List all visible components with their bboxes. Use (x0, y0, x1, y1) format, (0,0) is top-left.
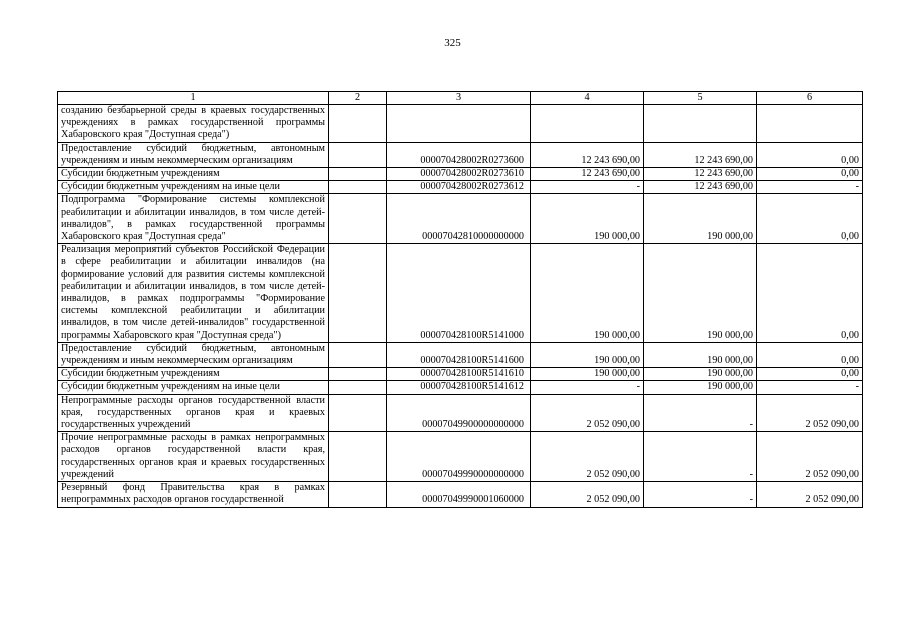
row-name: Субсидии бюджетным учреждениям на иные цели (58, 181, 329, 194)
row-col2 (329, 394, 387, 432)
row-col2 (329, 244, 387, 343)
row-value-5: - (644, 432, 757, 482)
row-col2 (329, 168, 387, 181)
header-col-2: 2 (329, 92, 387, 105)
header-col-1: 1 (58, 92, 329, 105)
row-value-6: 0,00 (757, 342, 863, 367)
row-code (387, 105, 531, 143)
row-value-5: 12 243 690,00 (644, 168, 757, 181)
header-col-4: 4 (531, 92, 644, 105)
row-value-4: 2 052 090,00 (531, 482, 644, 507)
row-code: 000070428100R5141000 (387, 244, 531, 343)
table-row (58, 181, 863, 194)
row-value-5 (644, 105, 757, 143)
row-value-4: - (531, 381, 644, 394)
table-row (58, 194, 863, 244)
row-value-6: 0,00 (757, 168, 863, 181)
table-row (58, 342, 863, 367)
row-code: 000070428100R5141610 (387, 368, 531, 381)
row-value-4: 12 243 690,00 (531, 168, 644, 181)
table-row (58, 432, 863, 482)
row-value-4: 190 000,00 (531, 244, 644, 343)
row-code: 00007049990000000000 (387, 432, 531, 482)
row-col2 (329, 342, 387, 367)
row-name: Субсидии бюджетным учреждениям (58, 368, 329, 381)
row-value-6: 0,00 (757, 368, 863, 381)
header-col-5: 5 (644, 92, 757, 105)
row-code: 00007049990001060000 (387, 482, 531, 507)
row-col2 (329, 482, 387, 507)
row-value-4 (531, 105, 644, 143)
row-name: Подпрограмма "Формирование системы комплексной реабилитации и абилитации инвалидов, в том числе детей-инвалидов", в рамках государственной программы Хабаровского края "Доступная среда" (58, 194, 329, 244)
row-value-5: 190 000,00 (644, 368, 757, 381)
table-row (58, 394, 863, 432)
row-code: 00007049900000000000 (387, 394, 531, 432)
row-name: Прочие непрограммные расходы в рамках непрограммных расходов органов государственной власти края, государственных органов края и краевых государственных учреждений (58, 432, 329, 482)
row-value-6: 2 052 090,00 (757, 482, 863, 507)
row-code: 000070428100R5141612 (387, 381, 531, 394)
row-value-4: - (531, 181, 644, 194)
row-value-4: 12 243 690,00 (531, 142, 644, 167)
row-value-4: 190 000,00 (531, 194, 644, 244)
row-value-5: 12 243 690,00 (644, 142, 757, 167)
row-value-6: 0,00 (757, 194, 863, 244)
table-row (58, 142, 863, 167)
row-name: Предоставление субсидий бюджетным, автономным учреждениям и иным некоммерческим организациям (58, 142, 329, 167)
row-value-4: 2 052 090,00 (531, 394, 644, 432)
row-value-5: 190 000,00 (644, 244, 757, 343)
row-value-5: - (644, 394, 757, 432)
row-value-4: 2 052 090,00 (531, 432, 644, 482)
row-value-5: - (644, 482, 757, 507)
row-value-6: 2 052 090,00 (757, 394, 863, 432)
row-value-6: 0,00 (757, 244, 863, 343)
header-col-6: 6 (757, 92, 863, 105)
row-value-6: - (757, 381, 863, 394)
table-row (58, 368, 863, 381)
row-code: 000070428002R0273600 (387, 142, 531, 167)
row-code: 00007042810000000000 (387, 194, 531, 244)
table-row (58, 482, 863, 507)
row-value-5: 190 000,00 (644, 342, 757, 367)
row-col2 (329, 368, 387, 381)
table-row (58, 381, 863, 394)
row-name: Реализация мероприятий субъектов Российской Федерации в сфере реабилитации и абилитации инвалидов (на формирование условий для развития системы комплексной реабилитации и абилитации инвалидов, в том числе детей-инвалидов, в рамках подпрограммы "Формирование системы комплексной реабилитации и абилитации инвалидов, в том числе детей-инвалидов" государственной программы Хабаровского края "Доступная среда") (58, 244, 329, 343)
row-col2 (329, 194, 387, 244)
row-value-4: 190 000,00 (531, 368, 644, 381)
row-code: 000070428002R0273610 (387, 168, 531, 181)
row-value-5: 190 000,00 (644, 381, 757, 394)
table-row (58, 244, 863, 343)
row-value-4: 190 000,00 (531, 342, 644, 367)
row-name: Непрограммные расходы органов государственной власти края, государственных органов края и краевых государственных учреждений (58, 394, 329, 432)
row-col2 (329, 181, 387, 194)
row-name: созданию безбарьерной среды в краевых государственных учреждениях в рамках государственной программы Хабаровского края "Доступная среда") (58, 105, 329, 143)
header-row (58, 92, 863, 105)
row-code: 000070428002R0273612 (387, 181, 531, 194)
row-value-6 (757, 105, 863, 143)
row-value-6: 0,00 (757, 142, 863, 167)
budget-table (57, 91, 863, 508)
row-value-6: 2 052 090,00 (757, 432, 863, 482)
row-value-6: - (757, 181, 863, 194)
row-name: Резервный фонд Правительства края в рамках непрограммных расходов органов государственной (58, 482, 329, 507)
row-col2 (329, 381, 387, 394)
row-name: Субсидии бюджетным учреждениям (58, 168, 329, 181)
page-number: 325 (444, 37, 461, 49)
row-name: Предоставление субсидий бюджетным, автономным учреждениям и иным некоммерческим организациям (58, 342, 329, 367)
row-value-5: 190 000,00 (644, 194, 757, 244)
table-row (58, 168, 863, 181)
table-row (58, 105, 863, 143)
row-col2 (329, 105, 387, 143)
row-code: 000070428100R5141600 (387, 342, 531, 367)
header-col-3: 3 (387, 92, 531, 105)
row-col2 (329, 142, 387, 167)
row-name: Субсидии бюджетным учреждениям на иные цели (58, 381, 329, 394)
row-value-5: 12 243 690,00 (644, 181, 757, 194)
row-col2 (329, 432, 387, 482)
